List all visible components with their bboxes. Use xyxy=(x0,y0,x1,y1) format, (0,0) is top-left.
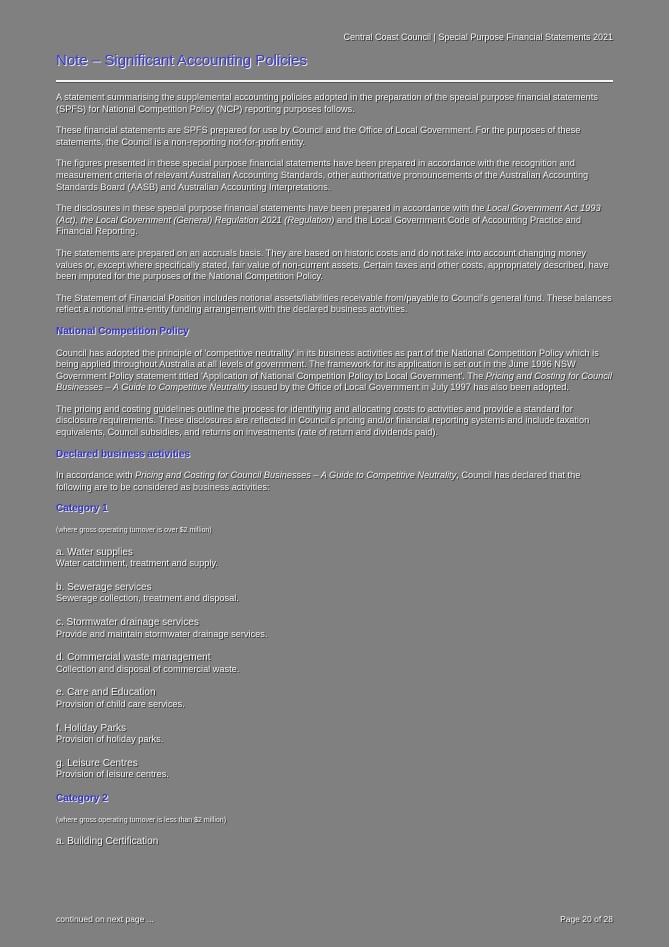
item-desc: Water catchment, treatment and supply. xyxy=(56,558,218,569)
category-1-note: (where gross operating turnover is over $2 million) xyxy=(56,527,212,535)
item-desc: Collection and disposal of commercial waste. xyxy=(56,663,240,674)
paragraph-disclosures xyxy=(56,203,613,238)
paragraph xyxy=(56,470,613,493)
page-number: Page 20 of 28 xyxy=(560,914,613,924)
item-name: a. Water supplies xyxy=(56,546,133,558)
section-heading-declared: Declared business activities xyxy=(56,448,190,460)
item-name: d. Commercial waste management xyxy=(56,652,211,664)
item-name: b. Sewerage services xyxy=(56,581,152,593)
paragraph: These financial statements are SPFS prepared for use by Council and the Office of Local Government. For the purposes of these statements, the Council is a non-reporting not-for-profit entity. xyxy=(56,125,581,147)
text: In accordance with xyxy=(56,470,136,481)
item-name: c. Stormwater drainage services xyxy=(56,617,199,628)
paragraph: The pricing and costing guidelines outline the process for identifying and allocating costs to activities and provide a standard for disclosure requirements. These disclosures are reflected in Council's pricing and/or financial reporting systems and include taxation equivalents, Council subsidies, and returns on investments (rate of return and dividends paid). xyxy=(56,403,590,438)
category-1-heading: Category 1 xyxy=(56,503,108,515)
list-item xyxy=(56,687,613,710)
item-desc: Provision of holiday parks. xyxy=(56,734,164,745)
list-item xyxy=(56,836,613,848)
running-header: Central Coast Council | Special Purpose Financial Statements 2021 xyxy=(343,32,613,42)
item-name: g. Leisure Centres xyxy=(56,757,138,769)
item-desc: Provide and maintain stormwater drainage services. xyxy=(56,628,268,639)
act-reference: Local Government Act 1993 (Act), the Local Government (General) Regulation 2021 (Regulation) xyxy=(56,203,601,225)
item-name: a. Building Certification xyxy=(56,836,159,848)
item-desc: Provision of leisure centres. xyxy=(56,769,169,780)
item-name: f. Holiday Parks xyxy=(56,722,127,734)
list-item xyxy=(56,617,613,640)
list-item xyxy=(56,652,613,675)
list-item xyxy=(56,758,613,781)
text: issued by the Office of Local Government in July 1997 has also been adopted. xyxy=(248,382,569,393)
text: Council has adopted the principle of 'competitive neutrality' in its business activities as part of the National Competition Policy which is being applied throughout Australia at all levels of government. The framework for its application is set out in the June 1996 NSW Government Policy statement titled 'Application of National Competition Policy to Local Government'. The xyxy=(56,347,599,381)
paragraph xyxy=(56,348,613,394)
document-body xyxy=(56,92,613,860)
title-divider xyxy=(56,80,613,82)
paragraph: The Statement of Financial Position includes notional assets/liabilities receivable from/payable to Council's general fund. These balances reflect a notional intra-entity funding arrangement with the declared business activities. xyxy=(56,292,612,315)
text: and the Local Government Code of Accounting Practice and Financial Reporting. xyxy=(56,214,582,237)
paragraph: The statements are prepared on an accruals basis. They are based on historic costs and do not take into account changing money values or, except where specifically stated, fair value of non-current assets. Certain taxes and other costs, appropriately described, have been imputed for the purposes of the National Competition Policy. xyxy=(56,247,609,282)
category-2-heading: Category 2 xyxy=(56,792,108,804)
guide-reference: Pricing and Costing for Council Businesses – A Guide to Competitive Neutrality xyxy=(56,370,612,393)
guide-reference: Pricing and Costing for Council Businesses – A Guide to Competitive Neutrality xyxy=(135,470,457,481)
paragraph: The figures presented in these special purpose financial statements have been prepared in accordance with the recognition and measurement criteria of relevant Australian Accounting Standards, other authoritative pronouncements of the Australian Accounting Standards Board (AASB) and Australian Accounting Interpretations. xyxy=(56,158,589,192)
paragraph: A statement summarising the supplemental accounting policies adopted in the preparation of the special purpose financial statements (SPFS) for National Competition Policy (NCP) reporting purposes follows. xyxy=(56,92,598,114)
text: , Council has declared that the following are to be considered as business activities: xyxy=(56,470,581,492)
continued-note: continued on next page ... xyxy=(56,914,154,924)
item-desc: Sewerage collection, treatment and disposal. xyxy=(56,593,239,604)
section-heading-ncp: National Competition Policy xyxy=(56,325,189,337)
text: The disclosures in these special purpose financial statements have been prepared in accordance with the xyxy=(56,203,488,214)
item-name: e. Care and Education xyxy=(56,687,156,699)
page-title: Note – Significant Accounting Policies xyxy=(56,52,307,69)
category-2-note: (where gross operating turnover is less than $2 million) xyxy=(56,816,227,824)
list-item xyxy=(56,723,613,746)
item-desc: Provision of child care services. xyxy=(56,698,185,709)
list-item xyxy=(56,547,613,570)
list-item xyxy=(56,582,613,605)
